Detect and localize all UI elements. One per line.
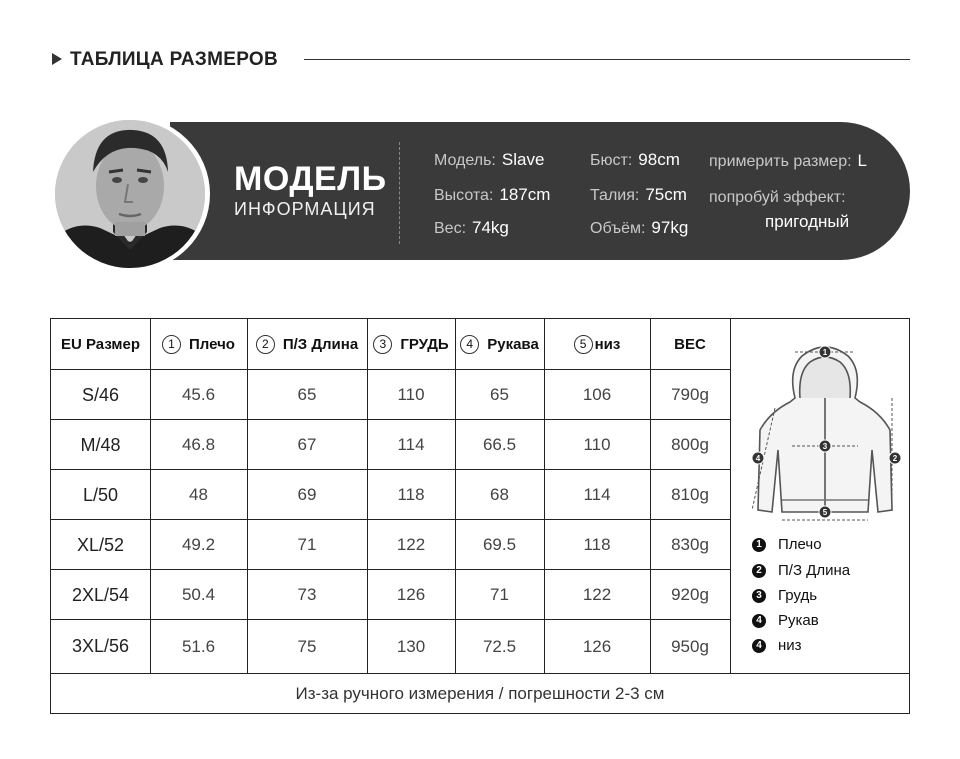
field-value: 97kg — [651, 218, 689, 237]
field-value: 98cm — [638, 150, 680, 169]
table-cell: 110 — [583, 435, 611, 454]
header-label: П/З Длина — [282, 335, 359, 353]
table-cell: 810g — [671, 485, 709, 504]
model-weight-field — [434, 218, 509, 238]
legend-label: П/З Длина — [778, 562, 851, 579]
number-4-icon: 4 — [752, 614, 766, 628]
hoodie-measurement-diagram — [740, 340, 910, 525]
header-label: низ — [594, 335, 621, 353]
table-cell: 110 — [397, 385, 425, 404]
table-cell: 71 — [490, 585, 509, 604]
field-label: Вес: — [434, 220, 467, 237]
model-height-field — [434, 185, 550, 205]
table-cell: 790g — [671, 385, 709, 404]
table-cell: 49.2 — [181, 535, 216, 554]
table-cell: 800g — [671, 435, 709, 454]
header-label: EU Размер — [60, 335, 141, 353]
header-weight — [650, 319, 730, 369]
legend-label: низ — [778, 637, 802, 654]
table-cell: 46.8 — [181, 435, 216, 454]
number-3-icon: 3 — [373, 335, 392, 354]
legend-label: Рукав — [778, 612, 819, 629]
field-value: Slave — [501, 150, 545, 169]
size-cell: 3XL/56 — [71, 636, 130, 656]
model-title: МОДЕЛЬ — [234, 160, 387, 198]
table-cell: 48 — [189, 485, 208, 504]
field-label: Модель: — [434, 152, 496, 169]
diagram-marker-4: 4 — [755, 454, 761, 463]
field-label: Бюст: — [590, 152, 633, 169]
header-label: Рукава — [487, 335, 539, 353]
table-cell: 68 — [490, 485, 509, 504]
table-cell: 126 — [396, 585, 426, 604]
diagram-marker-1: 1 — [822, 348, 828, 357]
number-1-icon: 1 — [162, 335, 181, 354]
diagram-marker-5: 5 — [822, 508, 828, 517]
legend-label: Грудь — [778, 587, 818, 604]
table-cell: 75 — [297, 636, 317, 656]
measurement-note: Из-за ручного измерения / погрешности 2-3 см — [295, 684, 665, 703]
number-3-icon: 3 — [752, 589, 766, 603]
field-label: Талия: — [590, 187, 640, 204]
triangle-bullet-icon — [52, 53, 62, 65]
header-label: ГРУДЬ — [400, 335, 449, 353]
header-shoulder — [150, 319, 247, 369]
table-cell: 73 — [297, 585, 317, 604]
table-cell: 114 — [583, 485, 611, 504]
table-cell: 65 — [490, 385, 509, 404]
table-cell: 69 — [297, 485, 317, 504]
legend-item — [752, 637, 802, 654]
table-cell: 50.4 — [181, 585, 216, 604]
table-cell: 106 — [582, 385, 612, 404]
size-cell: 2XL/54 — [71, 584, 130, 605]
number-5-icon: 5 — [574, 335, 593, 354]
legend-item — [752, 612, 819, 629]
header-label: Плечо — [189, 335, 235, 353]
number-4-icon: 4 — [460, 335, 479, 354]
try-effect-label: попробуй эффект: — [709, 189, 846, 206]
field-label: Высота: — [434, 187, 494, 204]
col-divider — [730, 319, 731, 673]
try-effect-value: пригодный — [765, 212, 850, 231]
table-cell: 118 — [397, 485, 425, 504]
field-label: Объём: — [590, 220, 646, 237]
table-cell: 71 — [297, 535, 317, 554]
table-cell: 920g — [671, 585, 709, 604]
table-cell: 45.6 — [181, 385, 216, 404]
legend-item — [752, 536, 822, 553]
number-4-icon: 4 — [752, 639, 766, 653]
legend-item — [752, 562, 850, 579]
table-cell: 66.5 — [482, 435, 517, 454]
table-cell: 51.6 — [181, 636, 216, 656]
table-cell: 69.5 — [482, 535, 517, 554]
table-cell: 122 — [582, 585, 612, 604]
size-cell: S/46 — [81, 384, 120, 405]
diagram-marker-3: 3 — [822, 442, 828, 451]
size-cell: XL/52 — [76, 534, 125, 555]
header-eu-size — [51, 319, 150, 369]
table-cell: 122 — [396, 535, 426, 554]
header-label: ВЕС — [674, 335, 706, 353]
header-divider — [304, 59, 910, 60]
field-value: 74kg — [472, 218, 509, 237]
model-info-title — [234, 160, 387, 220]
section-title: ТАБЛИЦА РАЗМЕРОВ — [70, 49, 279, 70]
table-cell: 830g — [671, 535, 709, 554]
diagram-marker-2: 2 — [892, 454, 898, 463]
number-2-icon: 2 — [256, 335, 275, 354]
banner-divider — [399, 142, 400, 244]
legend-label: Плечо — [778, 536, 822, 553]
table-cell: 114 — [397, 435, 425, 454]
header-sleeve — [455, 319, 544, 369]
model-waist-field — [590, 185, 687, 205]
model-subtitle: ИНФОРМАЦИЯ — [234, 199, 376, 219]
header-length — [247, 319, 367, 369]
table-cell: 72.5 — [482, 636, 517, 656]
table-cell: 126 — [582, 636, 612, 656]
size-cell: L/50 — [82, 484, 119, 505]
field-value: L — [857, 151, 868, 170]
table-cell: 65 — [297, 385, 317, 404]
table-cell: 130 — [396, 636, 426, 656]
field-value: 187cm — [499, 185, 551, 204]
model-avatar — [55, 120, 205, 268]
field-label: примерить размер: — [709, 153, 852, 170]
table-cell: 118 — [583, 535, 611, 554]
model-volume-field — [590, 218, 688, 238]
number-2-icon: 2 — [752, 564, 766, 578]
number-1-icon: 1 — [752, 538, 766, 552]
size-cell: M/48 — [80, 434, 121, 455]
legend-item — [752, 587, 817, 604]
model-name-field — [434, 150, 544, 170]
header-chest — [367, 319, 455, 369]
field-value: 75cm — [645, 185, 687, 204]
header-bottom — [544, 319, 650, 369]
table-cell: 67 — [297, 435, 317, 454]
try-size-field — [709, 151, 867, 171]
model-bust-field — [590, 150, 680, 170]
table-cell: 950g — [671, 636, 709, 656]
section-header — [50, 44, 910, 78]
